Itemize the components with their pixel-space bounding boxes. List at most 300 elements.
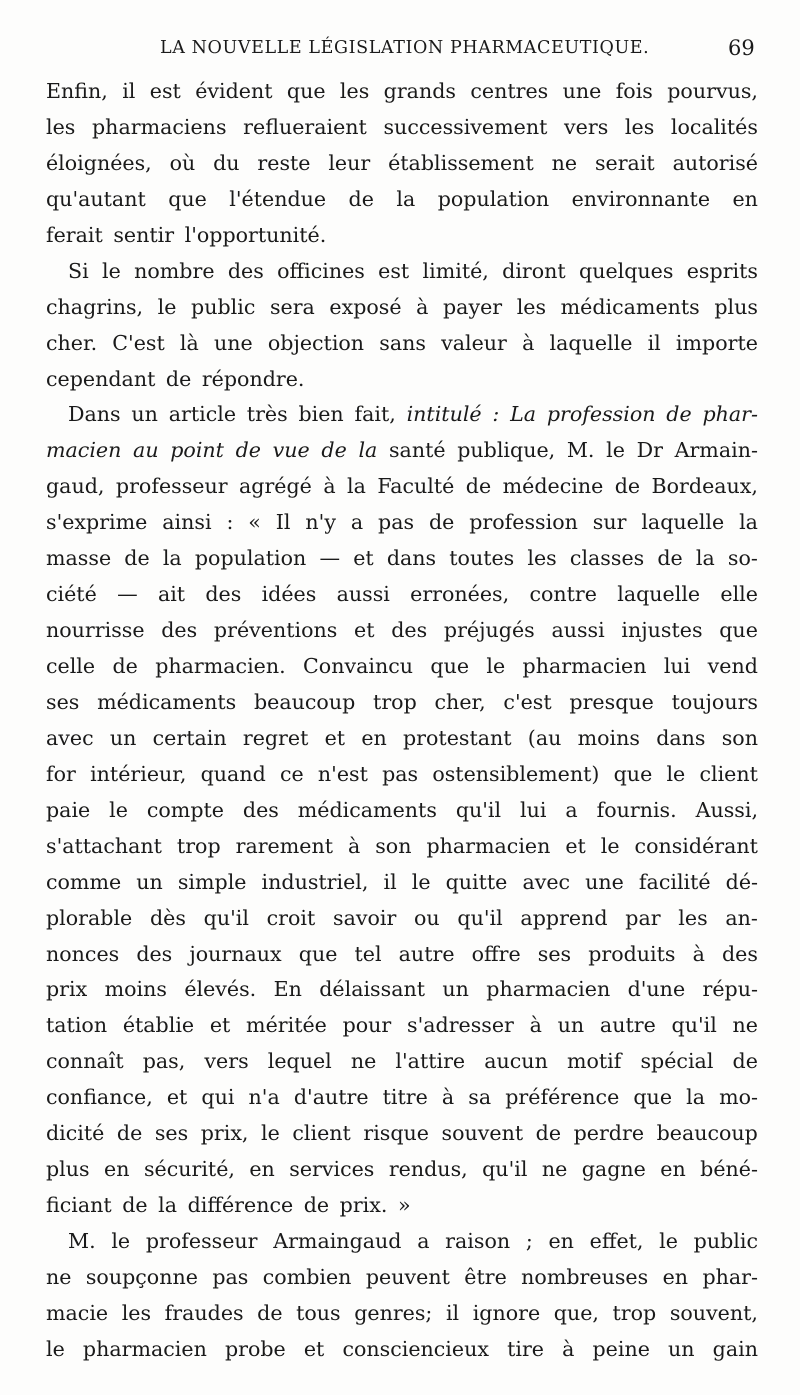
word: ferait	[46, 222, 114, 247]
word: à	[692, 941, 705, 966]
word: raison	[445, 1229, 511, 1253]
word: n'est	[317, 761, 368, 786]
word: n'y	[305, 510, 336, 535]
word: ne	[350, 1049, 377, 1074]
word: pharmacien.	[155, 654, 286, 678]
word: qu'il	[457, 905, 503, 930]
text-line	[46, 937, 758, 973]
word: la	[358, 438, 378, 463]
word: beaucoup	[253, 689, 356, 714]
text-line	[46, 541, 758, 577]
word: payer	[442, 294, 503, 319]
word: trop	[176, 833, 221, 858]
word: exposé	[329, 294, 402, 319]
word: des	[205, 582, 242, 607]
word: de	[257, 1300, 283, 1325]
word: en	[662, 1264, 689, 1289]
text-line	[46, 146, 758, 182]
word: de	[428, 510, 455, 535]
word: la	[162, 546, 182, 571]
word: autorisé	[672, 150, 758, 175]
word: a	[565, 797, 578, 822]
word: aucun	[484, 1049, 548, 1074]
word: et	[354, 618, 375, 643]
word: des	[242, 797, 279, 822]
text-line	[46, 1044, 758, 1080]
word: journaux	[189, 941, 282, 966]
word: le	[606, 438, 625, 463]
word: cependant	[46, 366, 166, 391]
word: «	[248, 510, 261, 535]
word: médicaments	[97, 689, 237, 714]
word: dès	[149, 905, 186, 930]
word: le	[46, 1336, 65, 1361]
word: vue	[272, 438, 310, 463]
word: des	[161, 618, 198, 643]
text-line	[46, 649, 758, 685]
word: pharmacien	[522, 654, 647, 678]
word: Faculté	[377, 474, 455, 499]
word: centres	[470, 79, 549, 103]
word: le	[109, 797, 128, 822]
word: Aussi,	[695, 797, 758, 822]
word: en	[249, 1157, 275, 1182]
word: trop	[612, 1300, 657, 1325]
word: d'une	[627, 977, 686, 1002]
word: des	[136, 941, 173, 966]
word: à	[529, 1013, 542, 1038]
word: pharmacien	[82, 1336, 207, 1361]
word: bien	[298, 402, 344, 427]
word: de	[116, 1121, 143, 1146]
word: reflueraient	[243, 114, 367, 139]
word: moins	[104, 977, 167, 1002]
word: à	[323, 474, 336, 499]
word: différence	[187, 1193, 304, 1218]
word: macien	[46, 438, 122, 463]
word: serait	[594, 150, 655, 175]
word: client	[699, 761, 758, 786]
word: de	[657, 546, 683, 571]
word: for	[46, 761, 76, 786]
word: perdre	[573, 1121, 645, 1146]
word: qu'il	[203, 905, 249, 930]
word: le	[600, 833, 620, 858]
word: autre	[398, 941, 455, 966]
word: médicaments	[297, 797, 437, 822]
text-line	[46, 613, 758, 649]
word: la	[686, 1085, 705, 1110]
word: point	[170, 438, 224, 463]
word: les	[678, 905, 708, 930]
word: combien	[262, 1264, 352, 1289]
word: Bordeaux,	[651, 474, 758, 499]
word: public	[191, 294, 256, 319]
word: agrégé	[239, 474, 312, 499]
word: l'attire	[395, 1049, 466, 1074]
word: que	[298, 941, 338, 966]
text-line	[46, 1260, 758, 1296]
word: vend	[707, 654, 758, 678]
word: au	[133, 438, 159, 463]
word: intérieur,	[90, 761, 187, 786]
word: compte	[146, 797, 224, 822]
word: évident	[195, 79, 273, 103]
word: quitte	[445, 869, 508, 894]
word: de	[348, 186, 374, 211]
word: apprend	[520, 905, 608, 930]
text-line	[46, 793, 758, 829]
word: les	[624, 114, 655, 139]
word: un	[442, 977, 469, 1002]
word: ne	[46, 1264, 72, 1289]
word: cher.	[46, 330, 98, 355]
word: ce	[279, 761, 304, 786]
word: de	[124, 546, 150, 571]
word: un	[136, 869, 163, 894]
word: à	[347, 833, 361, 858]
word: plorable	[46, 905, 133, 930]
word: —	[319, 546, 341, 571]
word: médecine	[502, 474, 604, 499]
word: son	[375, 833, 412, 858]
word: pas	[378, 510, 415, 535]
word: elle	[720, 582, 758, 607]
word: du	[213, 150, 240, 175]
word: sur	[592, 510, 627, 535]
word: une	[562, 79, 602, 103]
word: que	[168, 186, 207, 211]
word: limité,	[422, 258, 489, 283]
text-line	[46, 1116, 758, 1152]
word: de	[465, 474, 492, 499]
word: établissement	[388, 150, 534, 175]
text-line	[46, 469, 758, 505]
word: des	[227, 258, 264, 283]
word: préjugés	[443, 618, 535, 643]
word: à	[416, 294, 429, 319]
word: valeur	[441, 330, 507, 355]
word: prix.	[339, 1193, 398, 1218]
word: de	[732, 1049, 758, 1074]
word: connaît	[46, 1049, 124, 1074]
word: en	[104, 1157, 130, 1182]
text-line	[46, 1224, 758, 1260]
word: plus	[714, 294, 758, 319]
word: en	[361, 725, 387, 750]
word: un	[109, 725, 137, 750]
text-line	[46, 290, 758, 326]
word: phar-	[702, 402, 758, 427]
word: pharmaciens	[92, 114, 227, 139]
word: nombre	[134, 258, 215, 283]
word: fraudes	[164, 1300, 244, 1325]
text-line	[46, 254, 758, 290]
word: a	[350, 510, 364, 535]
word: M.	[566, 438, 595, 463]
word: vers	[564, 114, 609, 139]
word: que,	[553, 1300, 599, 1325]
word: gagne	[581, 1157, 646, 1182]
word: de	[535, 1121, 562, 1146]
word: que	[719, 618, 758, 643]
word: sa	[468, 1085, 492, 1110]
word: pour	[342, 1013, 392, 1038]
word: Armaingaud	[273, 1229, 402, 1253]
word: professeur	[115, 474, 228, 499]
word: population	[194, 546, 307, 571]
text-line	[46, 685, 758, 721]
word: fois	[615, 79, 653, 103]
word: moins	[577, 725, 640, 750]
word: par	[625, 905, 661, 930]
word: ciété	[46, 582, 97, 607]
word: répu-	[702, 977, 758, 1002]
word: un	[557, 1013, 585, 1038]
word: délaissant	[319, 977, 426, 1002]
word: croit	[266, 905, 316, 930]
word: Convaincu	[303, 654, 414, 678]
word: environnante	[571, 186, 711, 211]
word: qu'il	[482, 1157, 528, 1182]
word: que	[613, 761, 653, 786]
word: contre	[529, 582, 597, 607]
word: localités	[670, 114, 758, 139]
word: de	[303, 1193, 340, 1218]
word: l'étendue	[229, 186, 327, 211]
word: autre	[599, 1013, 656, 1038]
word: le	[157, 294, 177, 319]
word: publique,	[457, 438, 556, 463]
word: celle	[46, 654, 96, 678]
word: d'autre	[293, 1085, 369, 1110]
word: public	[693, 1229, 758, 1253]
word: avec	[522, 869, 571, 894]
word: préventions	[213, 618, 338, 643]
word: rarement	[235, 833, 334, 858]
word: de	[112, 654, 138, 678]
word: à	[441, 1085, 455, 1110]
word: :	[492, 402, 500, 427]
word: lequel	[267, 1049, 332, 1074]
word: spécial	[640, 1049, 714, 1074]
word: lui	[663, 654, 691, 678]
word: profession	[469, 510, 578, 535]
word: diront	[502, 258, 566, 283]
word: la	[396, 186, 416, 211]
word: aussi	[336, 582, 390, 607]
word: la	[158, 1193, 188, 1218]
text-line	[46, 110, 758, 146]
word: répondre.	[201, 366, 305, 391]
word: s'exprime	[46, 510, 148, 535]
word: —	[117, 582, 138, 607]
word: en	[660, 1157, 686, 1182]
word: quand	[200, 761, 266, 786]
word: le	[261, 1121, 280, 1146]
word: très	[246, 402, 288, 427]
word: ses	[154, 1121, 189, 1146]
word: et	[166, 1085, 188, 1110]
word: prix,	[200, 1121, 249, 1146]
word: classes	[569, 546, 645, 571]
text-line	[46, 1188, 758, 1224]
word: tire	[507, 1336, 544, 1361]
text-line	[46, 182, 758, 218]
word: savoir	[333, 905, 397, 930]
word: profession	[546, 402, 656, 427]
word: il	[122, 79, 136, 103]
word: et	[303, 1336, 325, 1361]
word: établie	[122, 1013, 195, 1038]
running-title: LA NOUVELLE LÉGISLATION PHARMACEUTIQUE.	[160, 38, 650, 58]
text-line	[46, 1152, 758, 1188]
word: an-	[725, 905, 758, 930]
word: peuvent	[365, 1264, 450, 1289]
word: s'attachant	[46, 833, 162, 858]
text-line	[46, 505, 758, 541]
word: pourvus,	[667, 79, 758, 103]
word: qu'il	[671, 1013, 717, 1038]
word: les	[339, 79, 370, 103]
word: offre	[471, 941, 521, 966]
word: le	[486, 654, 506, 678]
word: ne	[541, 1157, 568, 1182]
word: ainsi	[162, 510, 212, 535]
word: ou	[414, 905, 440, 930]
word: dé-	[725, 869, 758, 894]
word: trop	[373, 689, 417, 714]
word: le	[411, 869, 431, 894]
word: :	[226, 510, 234, 535]
word: plus	[46, 1157, 90, 1182]
word: tel	[354, 941, 382, 966]
word: industriel,	[261, 869, 369, 894]
word: méritée	[246, 1013, 327, 1038]
word: et	[565, 833, 586, 858]
word: officines	[277, 258, 365, 283]
word: pharmacien	[486, 977, 611, 1002]
word: sans	[379, 330, 426, 355]
word: il	[445, 1300, 460, 1325]
word: il	[383, 869, 397, 894]
word: de	[666, 402, 692, 427]
word: ne	[732, 1013, 758, 1038]
word: la	[739, 510, 758, 535]
word: chagrins,	[46, 294, 144, 319]
text-line	[46, 901, 758, 937]
word: dans	[386, 546, 437, 571]
word: de	[321, 438, 347, 463]
word: souvent,	[669, 1300, 758, 1325]
word: son	[721, 725, 758, 750]
word: masse	[46, 546, 112, 571]
word: à	[522, 330, 535, 355]
word: comme	[46, 869, 122, 894]
text-line	[46, 577, 758, 613]
word: avec	[46, 725, 94, 750]
word: que	[633, 1085, 673, 1110]
word: grands	[383, 79, 456, 103]
word: en	[732, 186, 758, 211]
word: qu'il	[455, 797, 502, 822]
word: laquelle	[641, 510, 725, 535]
word: toujours	[671, 689, 758, 714]
word: laquelle	[617, 582, 701, 607]
text-line	[46, 1080, 758, 1116]
text-line	[46, 397, 758, 433]
word: Dr	[636, 438, 663, 463]
word: En	[273, 977, 302, 1002]
word: est	[378, 258, 410, 283]
word: quelques	[579, 258, 674, 283]
word: titre	[382, 1085, 428, 1110]
word: facilité	[638, 869, 711, 894]
word: gaud,	[46, 474, 105, 499]
word: sécurité,	[143, 1157, 235, 1182]
word: peine	[592, 1336, 650, 1361]
word: pas	[382, 761, 419, 786]
word: que	[286, 79, 326, 103]
word: genres;	[354, 1300, 433, 1325]
word: so-	[727, 546, 758, 571]
word: article	[168, 402, 237, 427]
word: éloignées,	[46, 150, 152, 175]
word: santé	[388, 438, 446, 463]
page-number: 69	[728, 36, 755, 60]
word: »	[397, 1193, 411, 1218]
word: c'est	[503, 689, 552, 714]
word: une	[213, 330, 253, 355]
word: presque	[569, 689, 654, 714]
word: population	[437, 186, 550, 211]
word: élevés.	[184, 977, 257, 1002]
text-line	[46, 757, 758, 793]
word: intitulé	[406, 402, 482, 427]
word: nonces	[46, 941, 120, 966]
word: beaucoup	[656, 1121, 758, 1146]
word: il	[647, 330, 661, 355]
word: les	[527, 546, 557, 571]
word: gain	[712, 1336, 758, 1361]
word: probe	[224, 1336, 286, 1361]
word: béné-	[700, 1157, 758, 1182]
word: ostensiblement)	[432, 761, 600, 786]
word: pas	[212, 1264, 249, 1289]
word: nombreuses	[521, 1264, 649, 1289]
word: les	[516, 294, 547, 319]
word: et	[324, 725, 346, 750]
word: rendus,	[388, 1157, 468, 1182]
word: ses	[46, 689, 80, 714]
word: la	[695, 546, 715, 571]
word: paie	[46, 797, 91, 822]
word: le	[666, 761, 686, 786]
word: n'a	[248, 1085, 280, 1110]
word: laquelle	[549, 330, 633, 355]
text-line	[46, 721, 758, 757]
word: erronées,	[410, 582, 510, 607]
word: leur	[328, 150, 371, 175]
word: Armain-	[674, 438, 758, 463]
word: La	[510, 402, 537, 427]
word: risque	[363, 1121, 429, 1146]
word: ne	[551, 150, 578, 175]
word: certain	[152, 725, 227, 750]
word: ficiant	[46, 1193, 123, 1218]
word: une	[585, 869, 624, 894]
word: où	[169, 150, 196, 175]
